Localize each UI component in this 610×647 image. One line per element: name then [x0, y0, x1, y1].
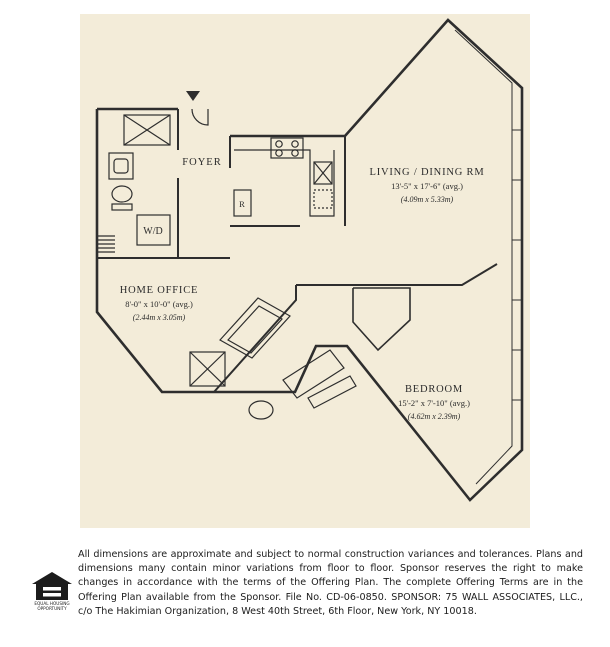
- bathroom-2: [190, 298, 356, 419]
- home-office-dims: 8'-0" x 10'-0" (avg.): [125, 299, 193, 309]
- bedroom-dims: 15'-2" x 7'-10" (avg.): [398, 398, 470, 408]
- bathroom-1: [109, 115, 170, 210]
- equal-housing-text: EQUAL HOUSING OPPORTUNITY: [34, 601, 70, 611]
- sink: [109, 153, 133, 179]
- disclaimer-text: All dimensions are approximate and subject to normal construction variances and tolerances. Plans and dimensions many contain minor variations from floor to floor. Sponsor reserves the right to make changes in accordance with the terms of the Offering Plan. The complete Offering Terms are in the Offering Plan available from the Sponsor. File No. CD-06-0850. SPONSOR: 75 WALL ASSOCIATES, LLC., c/o The Hakimian Organization, 8 West 40th Street, 6th Floor, New York, NY 10018.: [78, 549, 583, 617]
- home-office-label: HOME OFFICE: [119, 285, 199, 296]
- window-bays: [455, 30, 522, 484]
- kitchen: [234, 138, 334, 216]
- living-label: LIVING / DINING RM: [369, 167, 485, 178]
- entry-arrow-icon: [186, 91, 200, 101]
- living-dims: 13'-5" x 17'-6" (avg.): [391, 181, 463, 191]
- bedroom-label: BEDROOM: [404, 384, 464, 395]
- washer-dryer-label: W/D: [143, 226, 163, 237]
- toilet: [112, 186, 132, 202]
- vanity: [283, 350, 344, 398]
- bedroom-dims-metric: (4.62m x 2.39m): [407, 412, 461, 421]
- bath-shelf: [308, 376, 356, 408]
- home-office-dims-metric: (2.44m x 3.05m): [132, 313, 186, 322]
- outer-walls: [97, 20, 522, 500]
- dishwasher: [314, 190, 332, 208]
- entry-door: [186, 91, 208, 125]
- living-dims-metric: (4.09m x 5.33m): [400, 195, 454, 204]
- room-labels: [120, 157, 485, 421]
- toilet-2: [249, 401, 273, 419]
- refrigerator-label: R: [239, 199, 245, 209]
- interior-walls: [97, 109, 497, 392]
- foyer-label: FOYER: [182, 157, 222, 168]
